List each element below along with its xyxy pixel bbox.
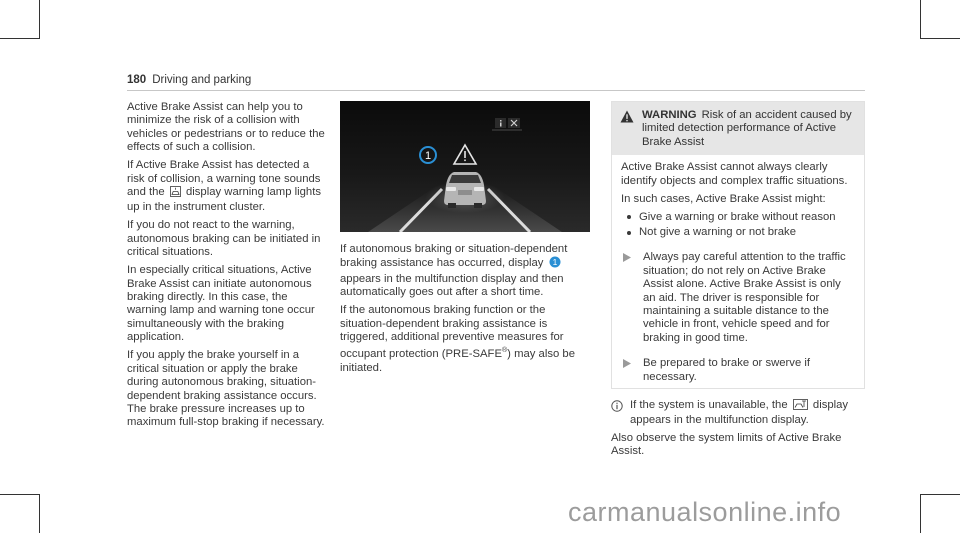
bullet-list — [621, 211, 855, 240]
warning-header — [612, 102, 864, 155]
collision-warning-icon — [170, 186, 181, 201]
paragraph: If autonomous braking or situation-dependent braking assistance has occurred, display 1 appears in the multifunction display and then automatically goes out after a short time. — [340, 243, 568, 299]
body-column-2 — [340, 243, 594, 380]
instruction-step: Be prepared to brake or swerve if necessary. — [621, 357, 855, 384]
section-title: Driving and parking — [152, 74, 252, 86]
crop-mark — [920, 494, 960, 495]
list-item: Give a warning or brake without reason — [621, 211, 855, 224]
step-arrow-icon — [621, 251, 643, 345]
page-header — [127, 74, 251, 86]
warning-box — [611, 101, 865, 389]
warning-triangle-icon — [620, 109, 642, 149]
body-column-1 — [127, 101, 327, 434]
instruction-step: Always pay careful attention to the traffic situation; do not rely on Active Brake Assist alone. Active Brake Assist is only an aid. The driver is responsible for maintaining a suitable distance to the vehicle in front, vehicle speed and for braking in good time. — [621, 251, 855, 345]
callout-1-icon — [549, 256, 561, 272]
paragraph: Also observe the system limits of Active Brake Assist. — [611, 431, 842, 458]
warning-body — [612, 155, 864, 384]
paragraph: If you apply the brake yourself in a critical situation or apply the brake during autonomous braking, situation-dependent braking assistance occurs. The brake pressure increases up to maximum full-stop braking if necessary. — [127, 349, 325, 429]
paragraph: Active Brake Assist can help you to minimize the risk of a collision with vehicles or pedestrians or to reduce the effects of such a collision. — [127, 101, 325, 154]
crop-mark — [39, 0, 40, 39]
car-rear-icon — [444, 172, 486, 208]
step-arrow-icon — [621, 357, 643, 384]
svg-text:1: 1 — [424, 150, 432, 162]
paragraph: If the autonomous braking function or the situation-dependent braking assistance is triggered, additional preventive measures for occupant protection (PRE-SAFE®) may also be initiated. — [340, 304, 575, 374]
paragraph: If you do not react to the warning, autonomous braking can be initiated in critical situations. — [127, 219, 321, 259]
paragraph: In such cases, Active Brake Assist might: — [621, 192, 826, 205]
system-unavailable-icon — [793, 399, 808, 414]
info-icon — [495, 118, 506, 128]
svg-text:1: 1 — [552, 257, 557, 268]
paragraph: If Active Brake Assist has detected a risk of collision, a warning tone sounds and the display warning lamp lights up in the instrument cluster. — [127, 159, 321, 214]
header-divider — [127, 90, 865, 91]
note-section — [611, 399, 865, 459]
warning-label: WARNING — [642, 109, 697, 121]
warning-title: Risk of an accident caused by limited detection performance of Active Brake Assist — [642, 109, 852, 148]
list-item: Not give a warning or not brake — [621, 226, 855, 239]
paragraph: Active Brake Assist cannot always clearly identify objects and complex traffic situations. — [621, 161, 848, 187]
crop-mark — [920, 0, 921, 39]
paragraph: In especially critical situations, Active Brake Assist can initiate autonomous braking directly. In this case, the warning lamp and warning tone occur simultaneously with the braking application. — [127, 264, 315, 344]
tip: If the system is unavailable, the display appears in the multifunction display. — [611, 399, 865, 428]
crop-mark — [920, 494, 921, 533]
close-icon — [508, 118, 520, 128]
multifunction-display-figure — [340, 101, 590, 232]
crop-mark — [0, 494, 40, 495]
crop-mark — [920, 38, 960, 39]
watermark: carmanualsonline.info — [568, 497, 842, 527]
crop-mark — [39, 494, 40, 533]
crop-mark — [0, 38, 40, 39]
info-tip-icon — [611, 399, 630, 428]
page-number: 180 — [127, 74, 147, 86]
